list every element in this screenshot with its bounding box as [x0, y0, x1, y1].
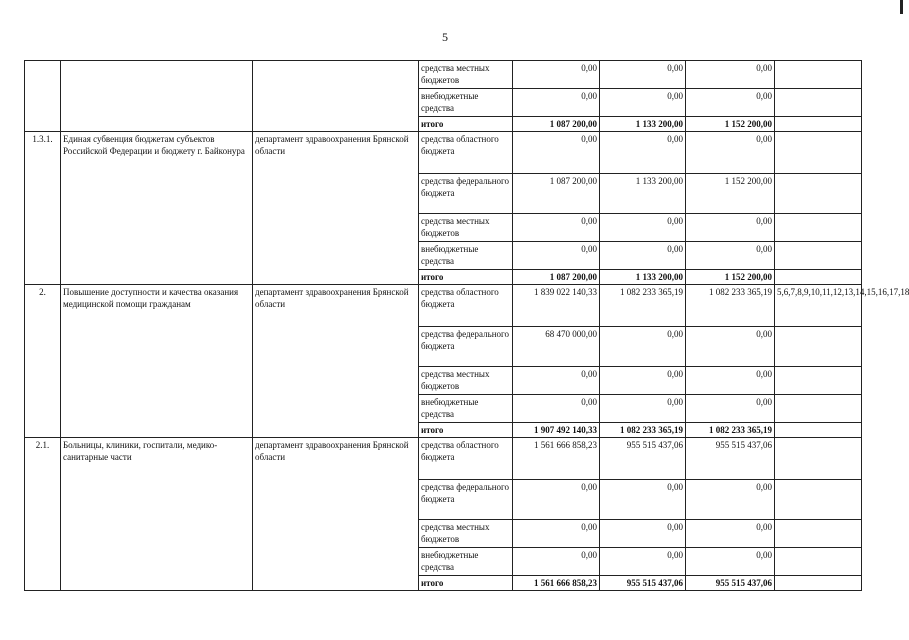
cell-funding-source: внебюджетные средства [419, 89, 513, 117]
cell-code: 2.1. [25, 438, 61, 591]
cell-funding-source: средства местных бюджетов [419, 520, 513, 548]
cell-indicator-refs: 5,6,7,8,9,10,11,12,13,14,15,16,17,18 [775, 285, 862, 327]
cell-amount-year-2: 1 082 233 365,19 [600, 285, 686, 327]
cell-amount-year-2: 0,00 [600, 132, 686, 174]
page-number: 5 [442, 30, 448, 44]
table-row [25, 438, 862, 480]
cell-funding-source: средства областного бюджета [419, 285, 513, 327]
cell-funding-source: средства федерального бюджета [419, 174, 513, 214]
cell-amount-year-3: 0,00 [686, 242, 775, 270]
cell-amount-year-2: 0,00 [600, 395, 686, 423]
cell-amount-year-1: 1 087 200,00 [513, 270, 600, 285]
cell-executor: департамент здравоохранения Брянской области [253, 285, 419, 438]
cell-amount-year-2: 1 133 200,00 [600, 117, 686, 132]
cell-amount-year-3: 0,00 [686, 214, 775, 242]
table-row [25, 285, 862, 327]
cell-amount-year-2: 0,00 [600, 520, 686, 548]
cell-amount-year-2: 955 515 437,06 [600, 576, 686, 591]
cell-indicator-refs [775, 423, 862, 438]
cell-amount-year-1: 1 087 200,00 [513, 174, 600, 214]
cell-funding-source: внебюджетные средства [419, 548, 513, 576]
cell-amount-year-3: 0,00 [686, 89, 775, 117]
cell-amount-year-1: 1 839 022 140,33 [513, 285, 600, 327]
cell-indicator-refs [775, 242, 862, 270]
cell-executor [253, 61, 419, 132]
budget-table [24, 60, 909, 591]
cell-amount-year-2: 0,00 [600, 548, 686, 576]
cell-amount-year-3: 0,00 [686, 61, 775, 89]
cell-amount-year-3: 0,00 [686, 520, 775, 548]
cell-amount-year-1: 0,00 [513, 520, 600, 548]
cell-amount-year-1: 0,00 [513, 395, 600, 423]
cell-amount-year-1: 0,00 [513, 242, 600, 270]
cell-amount-year-1: 0,00 [513, 132, 600, 174]
cell-funding-source: итого [419, 117, 513, 132]
cell-amount-year-2: 0,00 [600, 61, 686, 89]
cell-funding-source: средства местных бюджетов [419, 61, 513, 89]
cell-amount-year-1: 0,00 [513, 480, 600, 520]
cell-indicator-refs [775, 174, 862, 214]
cell-code [25, 61, 61, 132]
cell-amount-year-1: 68 470 000,00 [513, 327, 600, 367]
cell-amount-year-3: 955 515 437,06 [686, 438, 775, 480]
cell-indicator-refs [775, 214, 862, 242]
cell-amount-year-2: 0,00 [600, 367, 686, 395]
cell-funding-source: итого [419, 576, 513, 591]
scan-edge-mark [900, 0, 903, 14]
cell-amount-year-3: 955 515 437,06 [686, 576, 775, 591]
cell-funding-source: внебюджетные средства [419, 242, 513, 270]
cell-funding-source: средства федерального бюджета [419, 480, 513, 520]
cell-amount-year-1: 1 087 200,00 [513, 117, 600, 132]
cell-name: Повышение доступности и качества оказания медицинской помощи гражданам [61, 285, 253, 438]
cell-amount-year-2: 955 515 437,06 [600, 438, 686, 480]
cell-indicator-refs [775, 576, 862, 591]
cell-indicator-refs [775, 367, 862, 395]
cell-funding-source: итого [419, 423, 513, 438]
cell-amount-year-1: 1 561 666 858,23 [513, 576, 600, 591]
cell-amount-year-2: 1 082 233 365,19 [600, 423, 686, 438]
cell-name: Единая субвенция бюджетам субъектов Российской Федерации и бюджету г. Байконура [61, 132, 253, 285]
cell-amount-year-2: 1 133 200,00 [600, 270, 686, 285]
cell-amount-year-3: 0,00 [686, 132, 775, 174]
cell-amount-year-1: 0,00 [513, 367, 600, 395]
cell-indicator-refs [775, 270, 862, 285]
cell-amount-year-3: 0,00 [686, 395, 775, 423]
cell-funding-source: средства федерального бюджета [419, 327, 513, 367]
cell-indicator-refs [775, 438, 862, 480]
cell-code: 2. [25, 285, 61, 438]
cell-name [61, 61, 253, 132]
cell-executor: департамент здравоохранения Брянской области [253, 438, 419, 591]
table-row [25, 132, 862, 174]
cell-amount-year-3: 0,00 [686, 367, 775, 395]
cell-code: 1.3.1. [25, 132, 61, 285]
cell-amount-year-3: 1 082 233 365,19 [686, 423, 775, 438]
cell-amount-year-3: 0,00 [686, 548, 775, 576]
cell-amount-year-3: 1 152 200,00 [686, 270, 775, 285]
cell-name: Больницы, клиники, госпитали, медико-санитарные части [61, 438, 253, 591]
cell-indicator-refs [775, 480, 862, 520]
cell-amount-year-3: 1 152 200,00 [686, 174, 775, 214]
cell-indicator-refs [775, 520, 862, 548]
cell-amount-year-2: 0,00 [600, 480, 686, 520]
cell-amount-year-2: 0,00 [600, 242, 686, 270]
cell-funding-source: средства местных бюджетов [419, 367, 513, 395]
cell-amount-year-3: 1 082 233 365,19 [686, 285, 775, 327]
cell-amount-year-1: 1 907 492 140,33 [513, 423, 600, 438]
cell-amount-year-2: 0,00 [600, 89, 686, 117]
cell-funding-source: средства областного бюджета [419, 438, 513, 480]
cell-funding-source: итого [419, 270, 513, 285]
cell-amount-year-1: 0,00 [513, 89, 600, 117]
cell-amount-year-1: 0,00 [513, 548, 600, 576]
cell-executor: департамент здравоохранения Брянской области [253, 132, 419, 285]
cell-funding-source: средства областного бюджета [419, 132, 513, 174]
cell-amount-year-3: 0,00 [686, 480, 775, 520]
cell-funding-source: внебюджетные средства [419, 395, 513, 423]
cell-amount-year-3: 1 152 200,00 [686, 117, 775, 132]
cell-indicator-refs [775, 117, 862, 132]
cell-amount-year-1: 0,00 [513, 61, 600, 89]
cell-indicator-refs [775, 132, 862, 174]
cell-amount-year-2: 1 133 200,00 [600, 174, 686, 214]
cell-amount-year-2: 0,00 [600, 327, 686, 367]
cell-indicator-refs [775, 61, 862, 89]
table-row [25, 61, 862, 89]
cell-indicator-refs [775, 89, 862, 117]
cell-indicator-refs [775, 548, 862, 576]
cell-indicator-refs [775, 395, 862, 423]
cell-amount-year-1: 1 561 666 858,23 [513, 438, 600, 480]
cell-indicator-refs [775, 327, 862, 367]
cell-amount-year-2: 0,00 [600, 214, 686, 242]
cell-funding-source: средства местных бюджетов [419, 214, 513, 242]
table-body [25, 61, 909, 591]
cell-amount-year-1: 0,00 [513, 214, 600, 242]
cell-amount-year-3: 0,00 [686, 327, 775, 367]
